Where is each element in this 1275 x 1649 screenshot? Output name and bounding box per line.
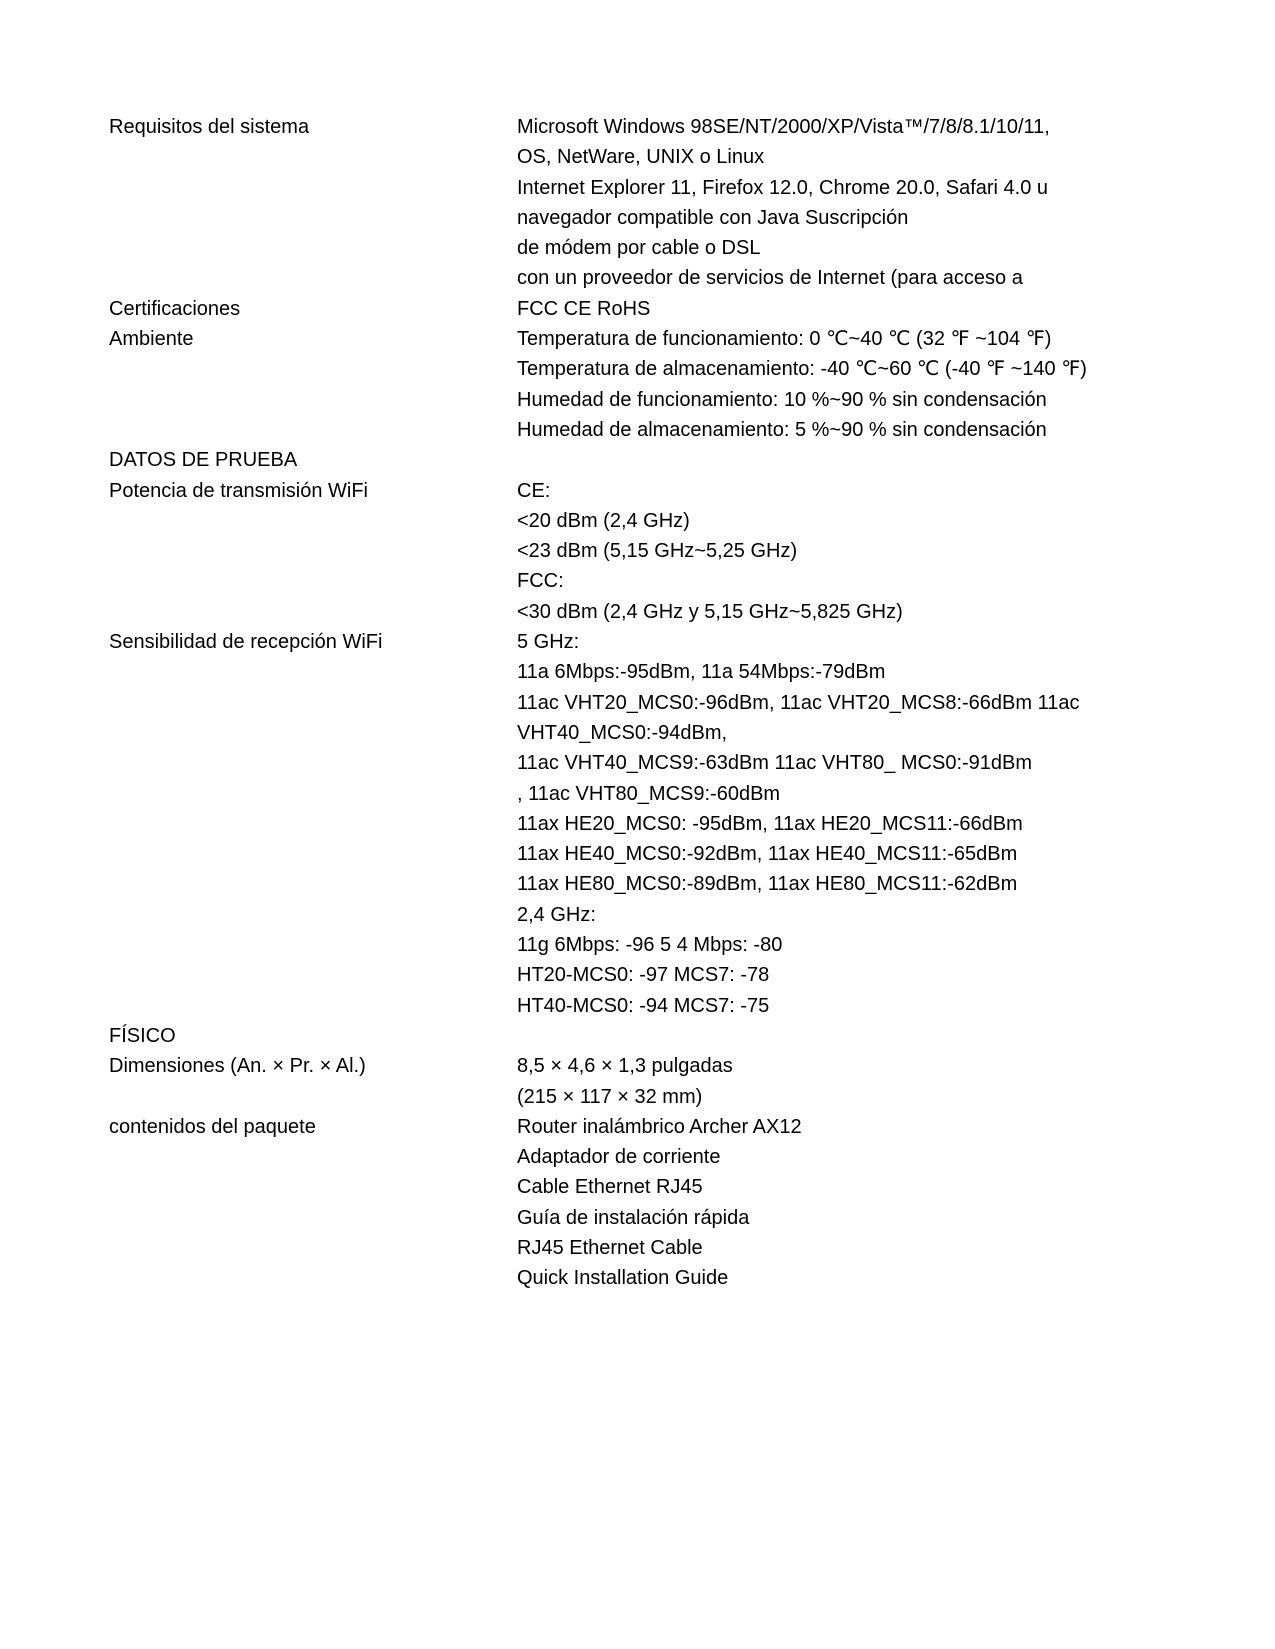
- spec-row-package-contents: [109, 1112, 1169, 1294]
- spec-value-line: Router inalámbrico Archer AX12: [517, 1115, 802, 1138]
- section-heading-physical: [109, 1021, 1169, 1051]
- spec-row-dimensions: [109, 1051, 1169, 1112]
- spec-value-line: FCC CE RoHS: [517, 297, 651, 320]
- spec-row-wifi-tx-power: [109, 476, 1169, 627]
- spec-value-line: Humedad de almacenamiento: 5 %~90 % sin condensación: [517, 418, 1047, 441]
- spec-label: Ambiente: [109, 328, 194, 351]
- spec-label: Requisitos del sistema: [109, 116, 310, 138]
- spec-value-line: 11ax HE20_MCS0: -95dBm, 11ax HE20_MCS11:-66dBm: [517, 812, 1023, 835]
- spec-value-line: 11ac VHT40_MCS9:-63dBm 11ac VHT80_ MCS0:-91dBm: [517, 752, 1033, 775]
- spec-value-line: de módem por cable o DSL: [517, 237, 761, 260]
- spec-values: [517, 324, 1169, 445]
- spec-value-line: <20 dBm (2,4 GHz): [517, 509, 690, 532]
- spec-value-line: Adaptador de corriente: [517, 1146, 721, 1169]
- spec-value-line: HT20-MCS0: -97 MCS7: -78: [517, 964, 770, 987]
- spec-value-line: Internet Explorer 11, Firefox 12.0, Chrome 20.0, Safari 4.0 u: [517, 176, 1049, 199]
- section-heading: DATOS DE PRUEBA: [109, 449, 298, 472]
- spec-label: Sensibilidad de recepción WiFi: [109, 631, 383, 654]
- spec-row-certifications: [109, 294, 1169, 324]
- spec-value-line: 5 GHz:: [517, 631, 580, 654]
- spec-label: Dimensiones (An. × Pr. × Al.): [109, 1055, 366, 1078]
- spec-value-line: 11g 6Mbps: -96 5 4 Mbps: -80: [517, 934, 783, 957]
- spec-values: [517, 112, 1169, 294]
- spec-label: contenidos del paquete: [109, 1115, 316, 1138]
- spec-table: [109, 112, 1169, 1294]
- spec-values: [517, 1112, 1169, 1294]
- spec-value-line: 11ax HE40_MCS0:-92dBm, 11ax HE40_MCS11:-65dBm: [517, 843, 1018, 866]
- spec-values: [517, 476, 1169, 627]
- spec-value-line: FCC:: [517, 570, 564, 593]
- spec-label: Potencia de transmisión WiFi: [109, 479, 368, 502]
- spec-values: [517, 294, 1169, 324]
- section-heading-test-data: [109, 445, 1169, 475]
- spec-value-line: RJ45 Ethernet Cable: [517, 1236, 703, 1259]
- spec-value-line: VHT40_MCS0:-94dBm,: [517, 721, 728, 744]
- spec-value-line: <30 dBm (2,4 GHz y 5,15 GHz~5,825 GHz): [517, 600, 903, 623]
- spec-label: Certificaciones: [109, 297, 241, 320]
- spec-value-line: Microsoft Windows 98SE/NT/2000/XP/Vista™/7/8/8.1/10/11,: [517, 116, 1050, 138]
- spec-value-line: Cable Ethernet RJ45: [517, 1176, 703, 1199]
- spec-value-line: , 11ac VHT80_MCS9:-60dBm: [517, 782, 781, 805]
- spec-row-system-requirements: [109, 112, 1169, 294]
- spec-row-wifi-rx-sensitivity: [109, 627, 1169, 1021]
- spec-value-line: Temperatura de funcionamiento: 0 ℃~40 ℃ (32 ℉ ~104 ℉): [517, 328, 1052, 351]
- spec-value-line: navegador compatible con Java Suscripción: [517, 206, 909, 229]
- spec-values: [517, 1051, 1169, 1112]
- spec-value-line: Quick Installation Guide: [517, 1267, 729, 1290]
- spec-value-line: Humedad de funcionamiento: 10 %~90 % sin condensación: [517, 388, 1047, 411]
- section-heading: FÍSICO: [109, 1024, 176, 1047]
- spec-value-line: 11ac VHT20_MCS0:-96dBm, 11ac VHT20_MCS8:-66dBm 11ac: [517, 691, 1080, 714]
- spec-value-line: (215 × 117 × 32 mm): [517, 1085, 703, 1108]
- spec-value-line: 8,5 × 4,6 × 1,3 pulgadas: [517, 1055, 733, 1078]
- spec-value-line: 11ax HE80_MCS0:-89dBm, 11ax HE80_MCS11:-62dBm: [517, 873, 1018, 896]
- spec-row-environment: [109, 324, 1169, 445]
- spec-values: [517, 627, 1169, 1021]
- spec-value-line: 11a 6Mbps:-95dBm, 11a 54Mbps:-79dBm: [517, 661, 886, 684]
- spec-value-line: OS, NetWare, UNIX o Linux: [517, 146, 765, 169]
- spec-value-line: HT40-MCS0: -94 MCS7: -75: [517, 994, 770, 1017]
- spec-value-line: Temperatura de almacenamiento: -40 ℃~60 ℃ (-40 ℉ ~140 ℉): [517, 358, 1087, 381]
- spec-value-line: 2,4 GHz:: [517, 903, 596, 926]
- spec-value-line: Guía de instalación rápida: [517, 1206, 750, 1229]
- spec-value-line: con un proveedor de servicios de Internet (para acceso a: [517, 267, 1023, 290]
- spec-value-line: CE:: [517, 479, 551, 502]
- spec-value-line: <23 dBm (5,15 GHz~5,25 GHz): [517, 540, 798, 563]
